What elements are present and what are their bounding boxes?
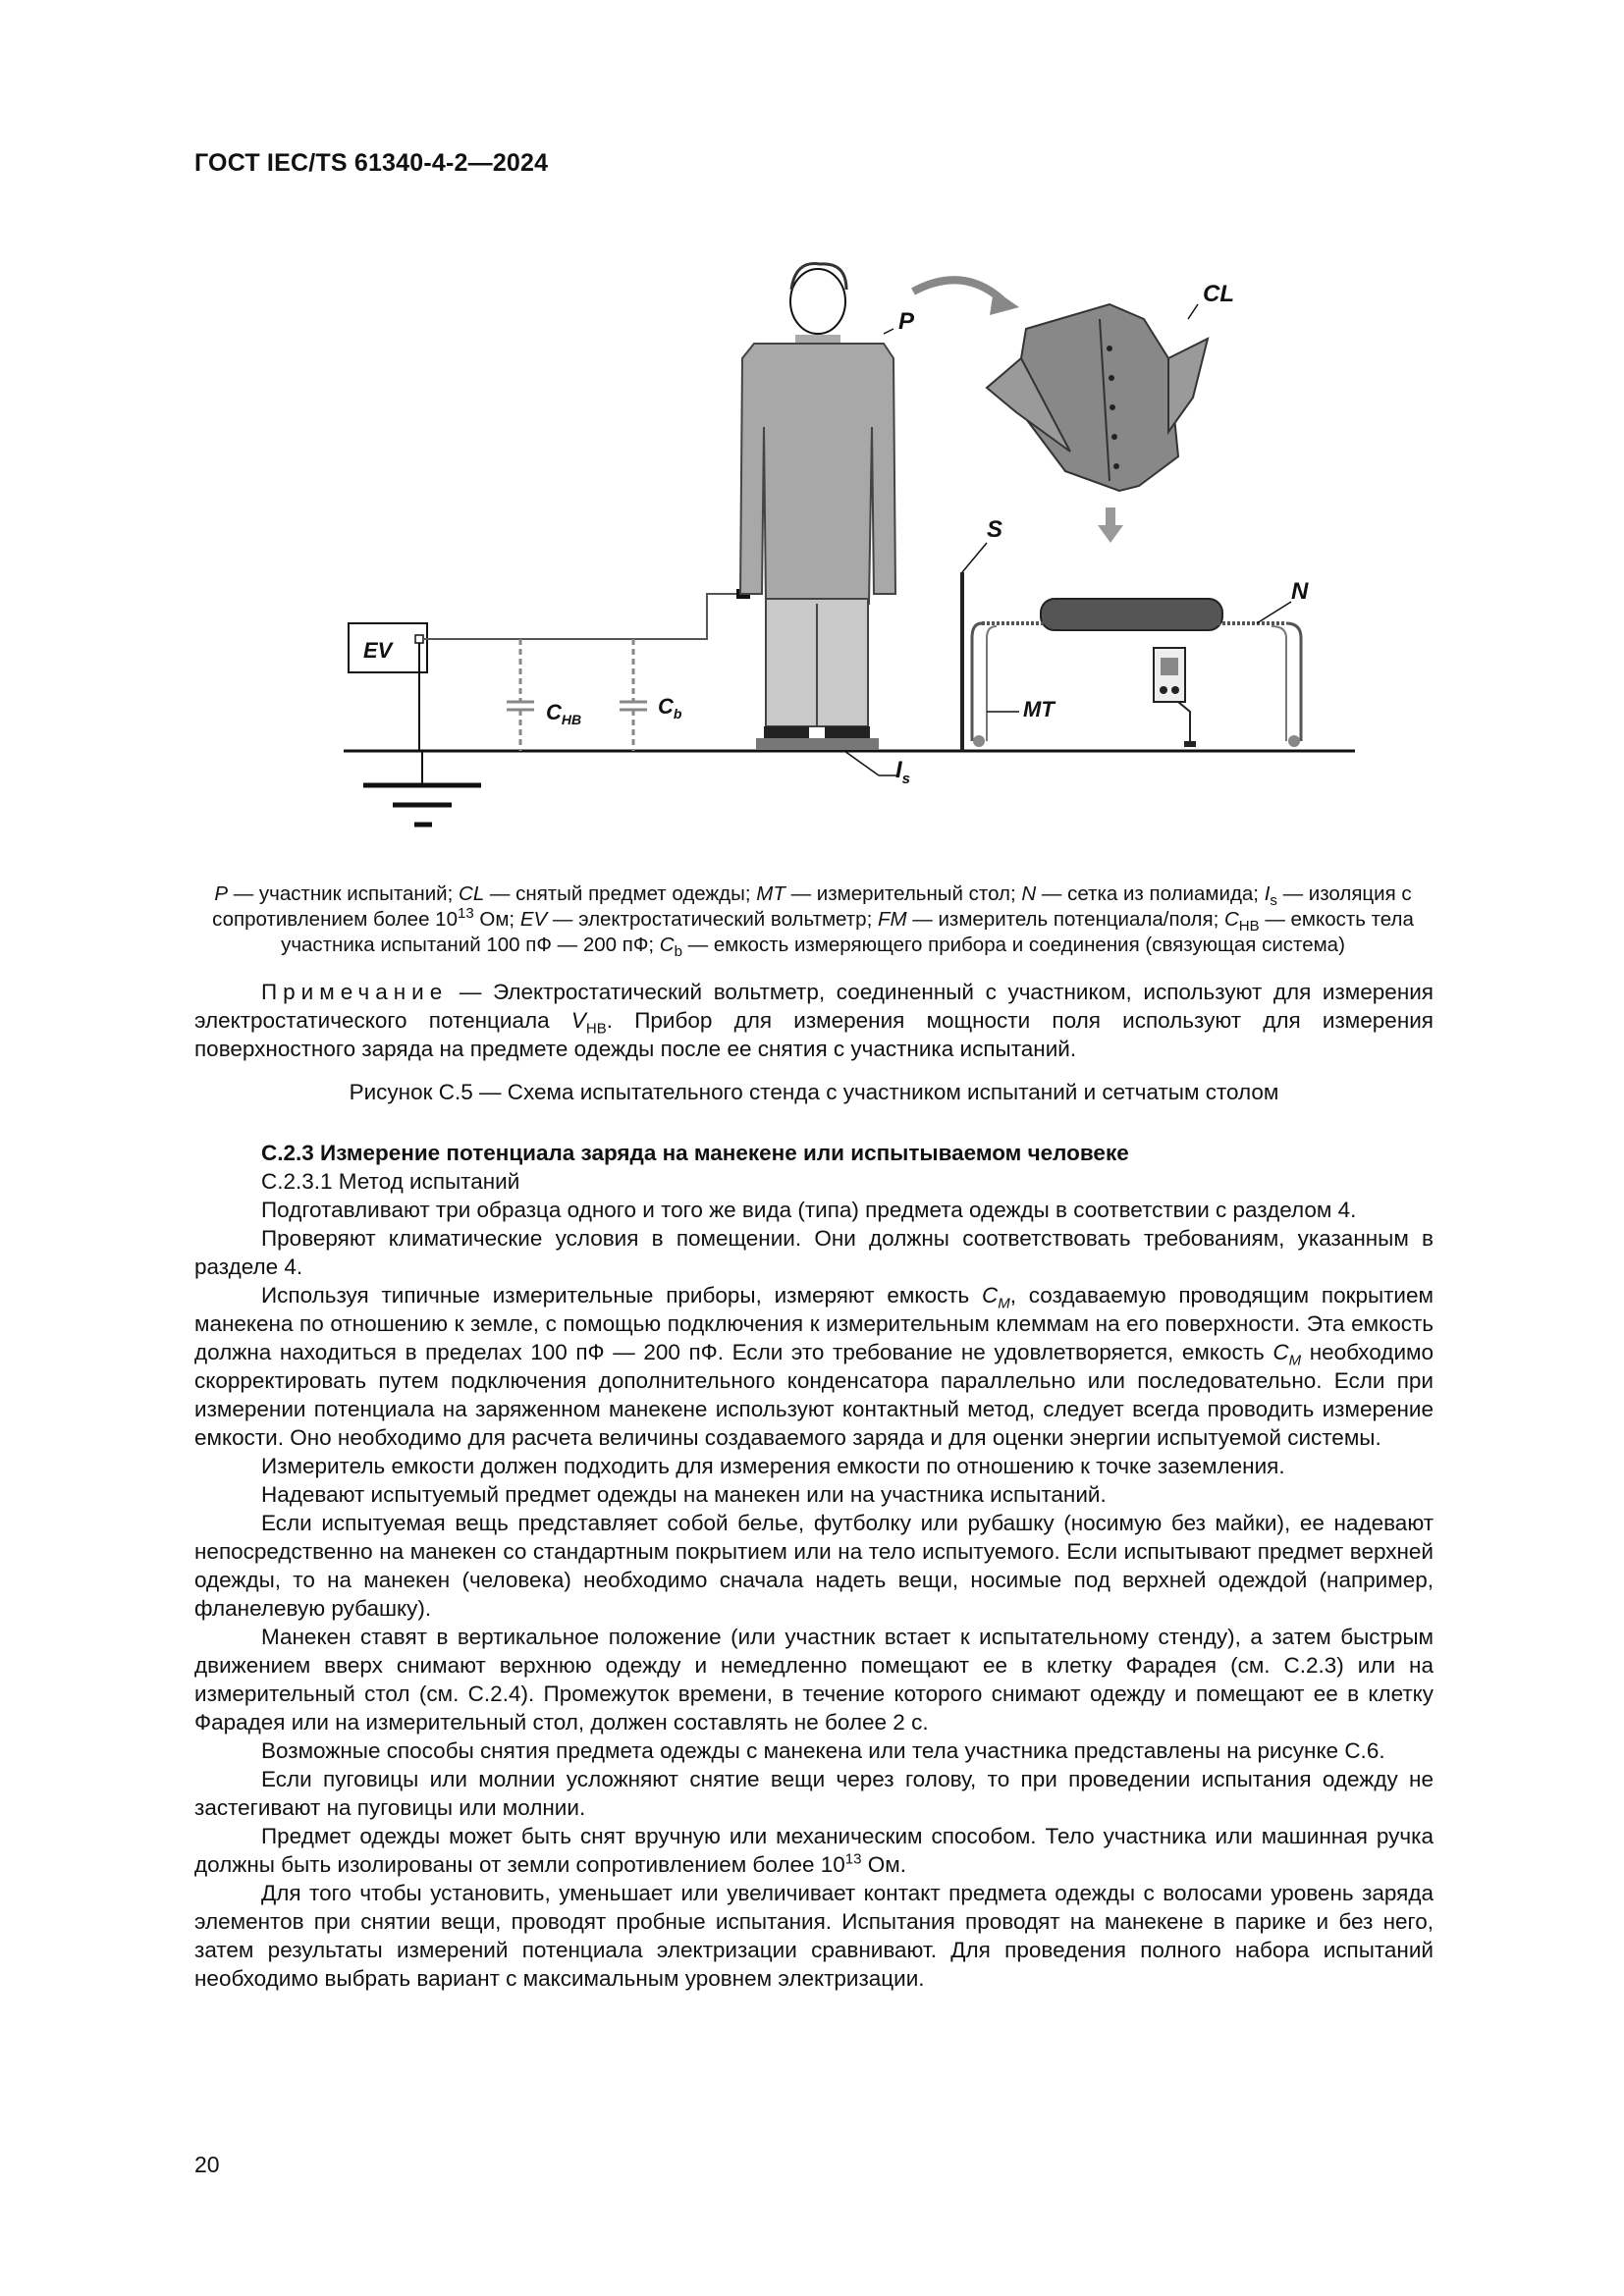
connection-wire xyxy=(423,594,744,639)
section-heading: С.2.3 Измерение потенциала заряда на манекене или испытываемом человеке xyxy=(261,1141,1129,1165)
paragraph: Надевают испытуемый предмет одежды на манекен или на участника испытаний. xyxy=(261,1482,1107,1507)
paragraph: Проверяют климатические условия в помещении. Они должны соответствовать требованиям, указанным в разделе 4. xyxy=(194,1226,1434,1279)
paragraph: Если испытуемая вещь представляет собой белье, футболку или рубашку (носимую без майки), ее надевают непосредственно на манекен со стандартным покрытием или на тело испытуемого. Если испытывают предмет верхней одежды, то на манекен (человека) необходимо сначала надеть вещи, носимые под верхней одеждой (например, фланелевую рубашку). xyxy=(194,1511,1434,1621)
label-p: P xyxy=(898,308,915,335)
label-chb: $C_{НВ}$ xyxy=(546,700,582,727)
label-n: N xyxy=(1291,578,1309,605)
paragraph: Предмет одежды может быть снят вручную или механическим способом. Тело участника или машинная ручка должны быть изолированы от земли сопротивлением более $10^{13}$ Ом. xyxy=(194,1824,1434,1877)
down-arrow xyxy=(1098,507,1123,543)
paragraph: Используя типичные измерительные приборы, измеряют емкость $C_M$, создаваемую проводящим покрытием манекена по отношению к земле, с помощью подключения к измерительным клеммам на его поверхности. Эта емкость должна находиться в пределах 100 пФ — 200 пФ. Если это требование не удовлетворяется, емкость $C_M$ необходимо скорректировать путем подключения дополнительного конденсатора параллельно или последовательно. Если при измерении потенциала на заряженном манекене используют контактный метод, следует всегда проводить измерение емкости. Оно необходимо для расчета величины создаваемого заряда и для оценки энергии испытуемой системы. xyxy=(194,1283,1434,1450)
figure-caption: Рисунок С.5 — Схема испытательного стенда с участником испытаний и сетчатым столом xyxy=(349,1080,1279,1104)
section-body xyxy=(194,1139,1434,1993)
document-header: ГОСТ IEC/TS 61340-4-2—2024 xyxy=(194,149,549,177)
label-is: $I_s$ xyxy=(895,757,911,787)
removed-clothing xyxy=(987,304,1208,491)
measuring-table xyxy=(972,599,1301,747)
paragraph: Возможные способы снятия предмета одежды с манекена или тела участника представлены на рисунке С.6. xyxy=(261,1738,1385,1763)
earth-symbol xyxy=(363,751,481,825)
figure-legend: P — участник испытаний; CL — снятый предмет одежды; MT — измерительный стол; N — сетка из полиамида; $I_s$ — изоляция с сопротивлением более $10^{13}$ Ом; EV — электростатический вольтметр; FM — измеритель потенциала/поля; $C_{НВ}$ — емкость тела участника испытаний 100 пФ — 200 пФ; $C_b$ — емкость измеряющего прибора и соединения (связующая система) xyxy=(212,882,1414,961)
label-ev: EV xyxy=(363,638,393,663)
capacitor-chb xyxy=(507,639,534,751)
figure-note: Примечание — Электростатический вольтметр, соединенный с участником, используют для измерения электростатического потенциала $V_{НВ}$. Прибор для измерения мощности поля используют для измерения поверхностного заряда на предмете одежды после ее снятия с участника испытаний. xyxy=(194,980,1434,1061)
transfer-arrow xyxy=(913,280,1001,299)
paragraph: Если пуговицы или молнии усложняют снятие вещи через голову, то при проведении испытания одежду не застегивают на пуговицы или молнии. xyxy=(194,1767,1434,1820)
capacitor-cb xyxy=(620,639,647,751)
label-s: S xyxy=(987,516,1003,543)
page-number: 20 xyxy=(194,2152,220,2177)
paragraph: Измеритель емкости должен подходить для измерения емкости по отношению к точке заземления. xyxy=(261,1454,1285,1478)
test-participant xyxy=(740,264,895,750)
label-mt: MT xyxy=(1023,697,1055,721)
test-stand-figure xyxy=(334,250,1375,869)
paragraph: Для того чтобы установить, уменьшает или увеличивает контакт предмета одежды с волосами уровень заряда элементов при снятии вещи, проводят пробные испытания. Испытания проводят на манекене в парике и без него, затем результаты измерений потенциала электризации сравнивают. Для проведения полного набора испытаний необходимо выбрать вариант с максимальным уровнем электризации. xyxy=(194,1881,1434,1991)
label-cl: CL xyxy=(1203,281,1234,307)
label-cb: $C_b$ xyxy=(658,694,682,721)
paragraph: Манекен ставят в вертикальное положение (или участник встает к испытательному стенду), а затем быстрым движением вверх снимают верхнюю одежду и немедленно помещают ее в клетку Фарадея (см. С.2.3) или на измерительный стол (см. С.2.4). Промежуток времени, в течение которого снимают одежду и помещают ее в клетку Фарадея или на измерительный стол, должен составлять не более 2 с. xyxy=(194,1625,1434,1735)
paragraph: Подготавливают три образца одного и того же вида (типа) предмета одежды в соответствии с разделом 4. xyxy=(261,1198,1357,1222)
subsection-title: С.2.3.1 Метод испытаний xyxy=(261,1169,520,1194)
insulation-plate xyxy=(756,738,879,750)
